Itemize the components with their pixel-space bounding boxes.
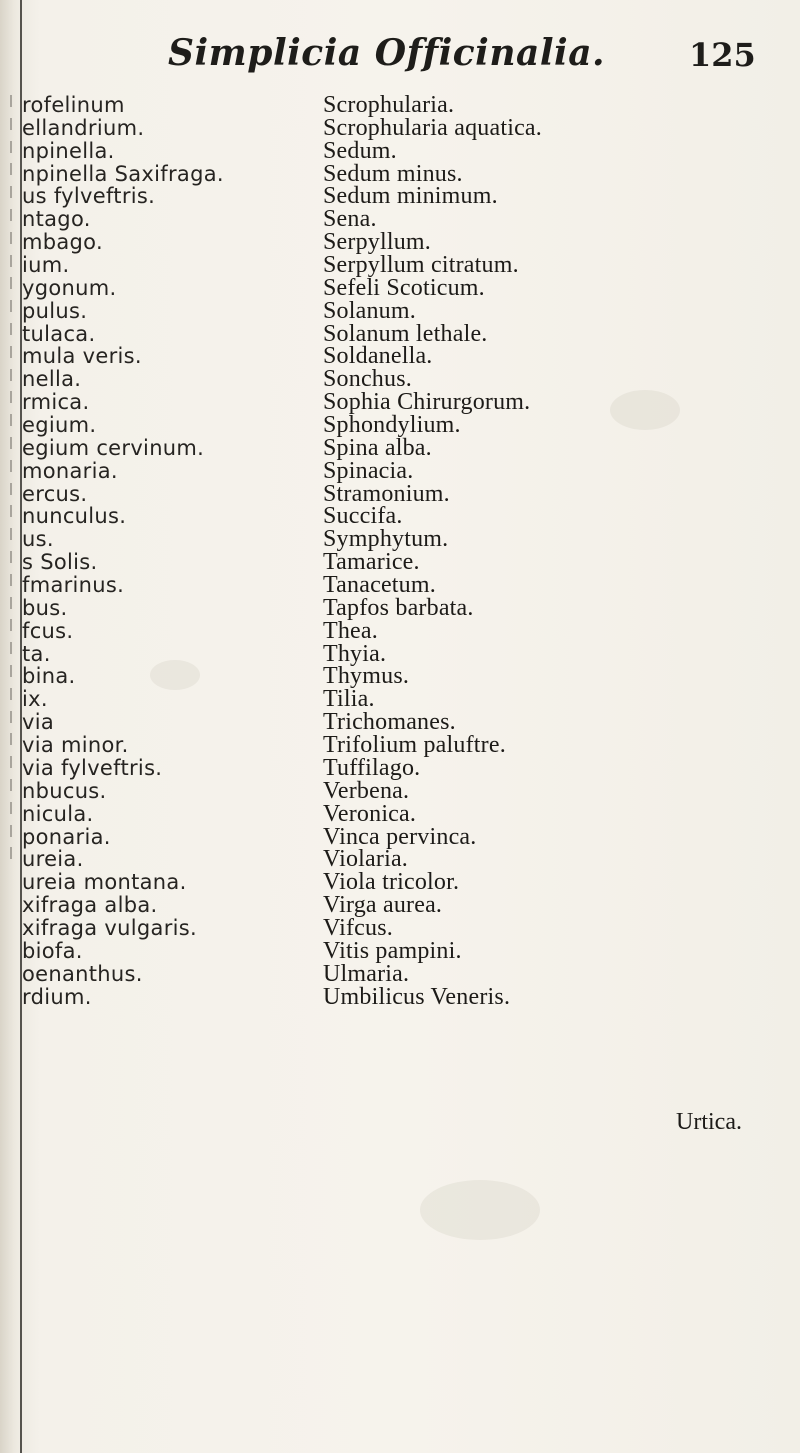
left-column-entry: npinella Saxifraga. [22,161,224,186]
right-column-entry: Soldanella. [323,343,433,370]
right-column-list [323,94,793,1008]
left-column-entry: fmarinus. [22,573,125,598]
gutter-mark [10,802,18,814]
right-column-entry: Sedum minimum. [323,183,498,210]
right-column-entry: Solanum lethale. [323,320,488,347]
gutter-mark [10,460,18,472]
right-column-entry: Tamarice. [323,549,420,576]
left-column-entry: ureia. [22,847,84,872]
left-column-entry: oenanthus. [22,961,143,986]
right-column-entry: Tapfos barbata. [323,594,474,621]
gutter-mark [10,551,18,563]
gutter-mark [10,756,18,768]
gutter-mark [10,95,18,107]
gutter-mark [10,619,18,631]
gutter-mark [10,483,18,495]
left-column-entry: bina. [22,664,76,689]
running-head [0,22,800,82]
right-column-entry: Trichomanes. [323,709,456,736]
gutter-mark [10,346,18,358]
right-column-entry: Serpyllum. [323,229,431,256]
right-column-entry: Spinacia. [323,457,414,484]
right-column-entry: Spina alba. [323,434,432,461]
left-column-entry: ponaria. [22,824,111,849]
gutter-mark [10,665,18,677]
gutter-mark [10,847,18,859]
left-column-entry: tulaca. [22,321,96,346]
gutter-mark [10,574,18,586]
gutter-mark [10,300,18,312]
left-column-entry: pulus. [22,298,88,323]
gutter-mark [10,277,18,289]
left-column-entry: s Solis. [22,550,98,575]
gutter-mark [10,118,18,130]
right-column-entry: Tuffilago. [323,754,421,781]
right-column-entry: Vinca pervinca. [323,823,477,850]
left-column-entry: nella. [22,367,82,392]
right-column-entry: Umbilicus Veneris. [323,983,511,1010]
gutter-mark [10,186,18,198]
gutter-mark [10,642,18,654]
gutter-mark [10,232,18,244]
gutter-mark [10,505,18,517]
left-column-entry: biofa. [22,938,83,963]
right-column-entry: Virga aurea. [323,892,443,919]
right-column-entry: Vifcus. [323,914,393,941]
right-column-entry: Stramonium. [323,480,450,507]
right-column-entry: Tilia. [323,686,375,713]
right-column-entry: Sedum. [323,137,397,164]
left-column-entry: ntago. [22,207,91,232]
catchword: Urtica. [676,1109,742,1135]
gutter-mark [10,391,18,403]
left-column-entry: via [22,710,55,735]
left-column-entry: xifraga vulgaris. [22,915,197,940]
left-column-entry: fcus. [22,618,74,643]
left-column-entry: npinella. [22,138,115,163]
left-column-entry: nicula. [22,801,94,826]
right-column-entry: Sedum minus. [323,160,463,187]
left-column-entry: egium. [22,413,97,438]
left-column-entry: us fylveftris. [22,184,156,209]
left-column-entry: mula veris. [22,344,142,369]
right-column-entry: Tanacetum. [323,572,436,599]
gutter-mark [10,688,18,700]
gutter-mark [10,369,18,381]
gutter-mark [10,597,18,609]
left-column-entry: nbucus. [22,778,107,803]
gutter-mark [10,711,18,723]
left-column-entry: ellandrium. [22,115,145,140]
paper-stain [420,1180,540,1240]
right-column-entry: Ulmaria. [323,960,410,987]
left-column-entry: xifraga alba. [22,893,158,918]
gutter-mark [10,528,18,540]
right-column-entry: Scrophularia aquatica. [323,114,542,141]
left-column-entry: egium cervinum. [22,435,205,460]
right-column-entry: Trifolium paluftre. [323,732,506,759]
left-column-entry: ygonum. [22,275,117,300]
gutter-mark [10,255,18,267]
gutter-mark [10,414,18,426]
gutter-mark [10,163,18,175]
left-column-entry: ix. [22,687,48,712]
right-column-entry: Symphytum. [323,526,449,553]
left-column-entry: via fylveftris. [22,755,163,780]
right-column-entry: Veronica. [323,800,417,827]
right-column-entry: Thea. [323,617,378,644]
left-column-entry: rofelinum [22,93,125,117]
running-head-title: Simplicia Officinalia. [168,32,606,74]
right-column-entry: Thyia. [323,640,387,667]
left-column-entry: us. [22,527,54,552]
right-column-entry: Sena. [323,206,377,233]
gutter-mark [10,825,18,837]
left-column-list [22,94,312,1008]
right-column-entry: Sefeli Scoticum. [323,274,485,301]
left-column-entry: monaria. [22,458,118,483]
left-column-entry: bus. [22,595,68,620]
left-column-entry: ureia montana. [22,870,187,895]
gutter-mark [10,141,18,153]
left-column-entry: rdium. [22,984,92,1009]
gutter-mark [10,323,18,335]
gutter-mark [10,209,18,221]
left-column-entry: mbago. [22,230,103,255]
right-column-entry: Verbena. [323,777,410,804]
left-column-entry: via minor. [22,733,129,758]
right-column-entry: Serpyllum citratum. [323,252,519,279]
right-column-entry: Violaria. [323,846,408,873]
gutter-mark [10,733,18,745]
right-column-entry: Vitis pampini. [323,937,462,964]
right-column-entry: Sonchus. [323,366,412,393]
left-column-entry: rmica. [22,390,90,415]
right-column-entry: Scrophularia. [323,92,455,118]
left-column-entry: nunculus. [22,504,127,529]
gutter-mark [10,437,18,449]
right-column-entry: Viola tricolor. [323,869,460,896]
right-column-entry: Thymus. [323,663,410,690]
right-column-entry: Solanum. [323,297,416,324]
right-column-entry: Sphondylium. [323,412,461,439]
left-column-entry: ta. [22,641,51,666]
left-column-entry: ium. [22,253,70,278]
page-number: 125 [689,36,756,74]
gutter-bleed-marks [10,95,18,855]
right-column-entry: Succifa. [323,503,403,530]
right-column-entry: Sophia Chirurgorum. [323,389,531,416]
left-column-entry: ercus. [22,481,88,506]
gutter-mark [10,779,18,791]
